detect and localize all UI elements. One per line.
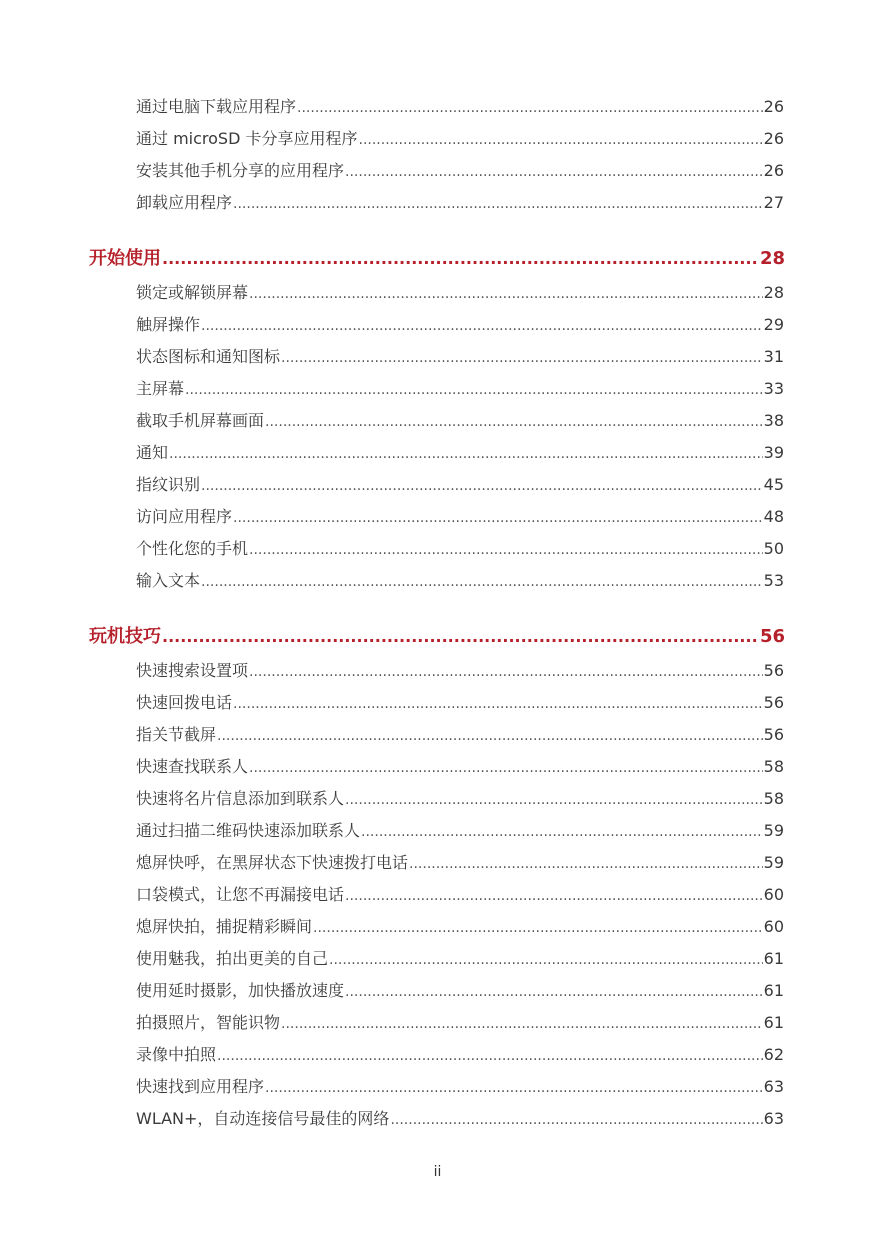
toc-section-title: 玩机技巧 [89,626,161,647]
toc-entry-title: 快速找到应用程序 [136,1077,265,1096]
toc-entry-title: 使用魅我，拍出更美的自己 [136,949,329,968]
toc-entry-page: 61 [763,1013,784,1032]
toc-entry[interactable] [136,504,784,527]
toc-entry-page: 61 [763,981,784,1000]
toc-entry-page: 59 [763,821,784,840]
toc-leader-dots [249,664,763,680]
toc-entry-title: 通过电脑下载应用程序 [136,97,297,116]
toc-entry[interactable] [136,946,784,969]
toc-entry-title: 安装其他手机分享的应用程序 [136,161,345,180]
toc-leader-dots [217,1048,763,1064]
toc-leader-dots [265,414,763,430]
toc-leader-dots [185,382,763,398]
toc-entry-title: 拍摄照片，智能识物 [136,1013,281,1032]
toc-entry[interactable] [136,408,784,431]
toc-entry-title: 锁定或解锁屏幕 [136,283,249,302]
toc-entry-page: 58 [763,789,784,808]
toc-leader-dots [329,952,763,968]
toc-entry[interactable] [136,690,784,713]
toc-leader-dots [345,164,763,180]
toc-entry[interactable] [136,440,784,463]
toc-entry-title: 访问应用程序 [136,507,233,526]
toc-leader-dots [281,1016,763,1032]
toc-entry-title: 快速回拨电话 [136,693,233,712]
toc-entry[interactable] [136,472,784,495]
toc-entry[interactable] [136,978,784,1001]
toc-leader-dots [217,728,763,744]
toc-leader-dots [359,132,763,148]
toc-entry-title: 触屏操作 [136,315,201,334]
toc-entry[interactable] [136,1042,784,1065]
toc-leader-dots [201,318,763,334]
toc-leader-dots [249,760,763,776]
toc-leader-dots [249,542,763,558]
toc-entry[interactable] [136,190,784,213]
toc-entry-title: WLAN+，自动连接信号最佳的网络 [136,1109,390,1128]
toc-leader-dots [169,446,763,462]
toc-entry[interactable] [136,536,784,559]
toc-leader-dots [345,792,763,808]
toc-leader-dots [233,196,763,212]
toc-entry[interactable] [136,344,784,367]
toc-section-title: 开始使用 [89,248,161,269]
toc-leader-dots [409,856,763,872]
toc-entry-page: 48 [763,507,784,526]
toc-entry[interactable] [136,280,784,303]
toc-entry-page: 26 [763,97,784,116]
toc-entry-page: 38 [763,411,784,430]
toc-entry-page: 33 [763,379,784,398]
toc-section-page: 56 [759,626,785,647]
toc-leader-dots [361,824,763,840]
toc-entry[interactable] [136,850,784,873]
toc-entry[interactable] [136,818,784,841]
toc-leader-dots [345,888,763,904]
toc-entry[interactable] [136,914,784,937]
toc-leader-dots [313,920,763,936]
toc-entry[interactable] [136,568,784,591]
toc-entry-page: 61 [763,949,784,968]
toc-entry[interactable] [136,1074,784,1097]
toc-entry-page: 60 [763,885,784,904]
toc-leader-dots [201,574,763,590]
toc-entry-page: 59 [763,853,784,872]
toc-leader-dots [249,286,763,302]
toc-entry-page: 28 [763,283,784,302]
toc-entry[interactable] [136,882,784,905]
toc-entry-page: 27 [763,193,784,212]
toc-leader-dots [233,696,763,712]
toc-entry-title: 通过扫描二维码快速添加联系人 [136,821,361,840]
toc-entry-title: 快速搜索设置项 [136,661,249,680]
toc-entry-title: 个性化您的手机 [136,539,249,558]
toc-section-heading[interactable] [89,244,785,270]
toc-entry-page: 53 [763,571,784,590]
toc-entry-title: 主屏幕 [136,379,185,398]
toc-entry-title: 状态图标和通知图标 [136,347,281,366]
toc-entry[interactable] [136,658,784,681]
toc-entry-page: 62 [763,1045,784,1064]
toc-section-page: 28 [759,248,785,269]
toc-entry-page: 50 [763,539,784,558]
toc-entry-title: 熄屏快拍，捕捉精彩瞬间 [136,917,313,936]
toc-entry-title: 指纹识别 [136,475,201,494]
toc-entry-page: 60 [763,917,784,936]
toc-leader-dots [297,100,763,116]
toc-entry[interactable] [136,158,784,181]
toc-leader-dots [390,1112,762,1128]
toc-entry-page: 45 [763,475,784,494]
toc-entry-title: 熄屏快呼，在黑屏状态下快速拨打电话 [136,853,409,872]
toc-entry-title: 截取手机屏幕画面 [136,411,265,430]
toc-entry-title: 快速将名片信息添加到联系人 [136,789,345,808]
toc-entry[interactable] [136,1010,784,1033]
toc-leader-dots [162,249,759,268]
toc-entry[interactable] [136,312,784,335]
toc-entry-page: 58 [763,757,784,776]
toc-entry-page: 39 [763,443,784,462]
toc-entry-page: 56 [763,693,784,712]
toc-entry[interactable] [136,94,784,117]
toc-entry-title: 录像中拍照 [136,1045,217,1064]
toc-leader-dots [162,627,759,646]
toc-entry-page: 26 [763,161,784,180]
toc-entry-page: 56 [763,725,784,744]
toc-section-heading[interactable] [89,622,785,648]
toc-entry-title: 指关节截屏 [136,725,217,744]
toc-entry-title: 通过 microSD 卡分享应用程序 [136,129,358,148]
toc-entry[interactable] [136,722,784,745]
toc-entry[interactable] [136,1106,784,1129]
page-number: ii [433,1164,442,1180]
toc-entry-page: 56 [763,661,784,680]
toc-entry-page: 63 [763,1109,784,1128]
toc-leader-dots [201,478,763,494]
toc-leader-dots [345,984,763,1000]
toc-entry-title: 使用延时摄影，加快播放速度 [136,981,345,1000]
toc-entry[interactable] [136,754,784,777]
toc-entry-page: 63 [763,1077,784,1096]
toc-leader-dots [281,350,763,366]
toc-entry[interactable] [136,786,784,809]
toc-leader-dots [233,510,763,526]
toc-entry-title: 输入文本 [136,571,201,590]
toc-entry-title: 通知 [136,443,169,462]
toc-entry-title: 卸载应用程序 [136,193,233,212]
toc-leader-dots [265,1080,763,1096]
toc-entry-page: 26 [763,129,784,148]
toc-entry-title: 口袋模式，让您不再漏接电话 [136,885,345,904]
toc-entry[interactable] [136,376,784,399]
toc-entry-page: 31 [763,347,784,366]
toc-entry-page: 29 [763,315,784,334]
toc-entry-title: 快速查找联系人 [136,757,249,776]
toc-entry[interactable] [136,126,784,149]
